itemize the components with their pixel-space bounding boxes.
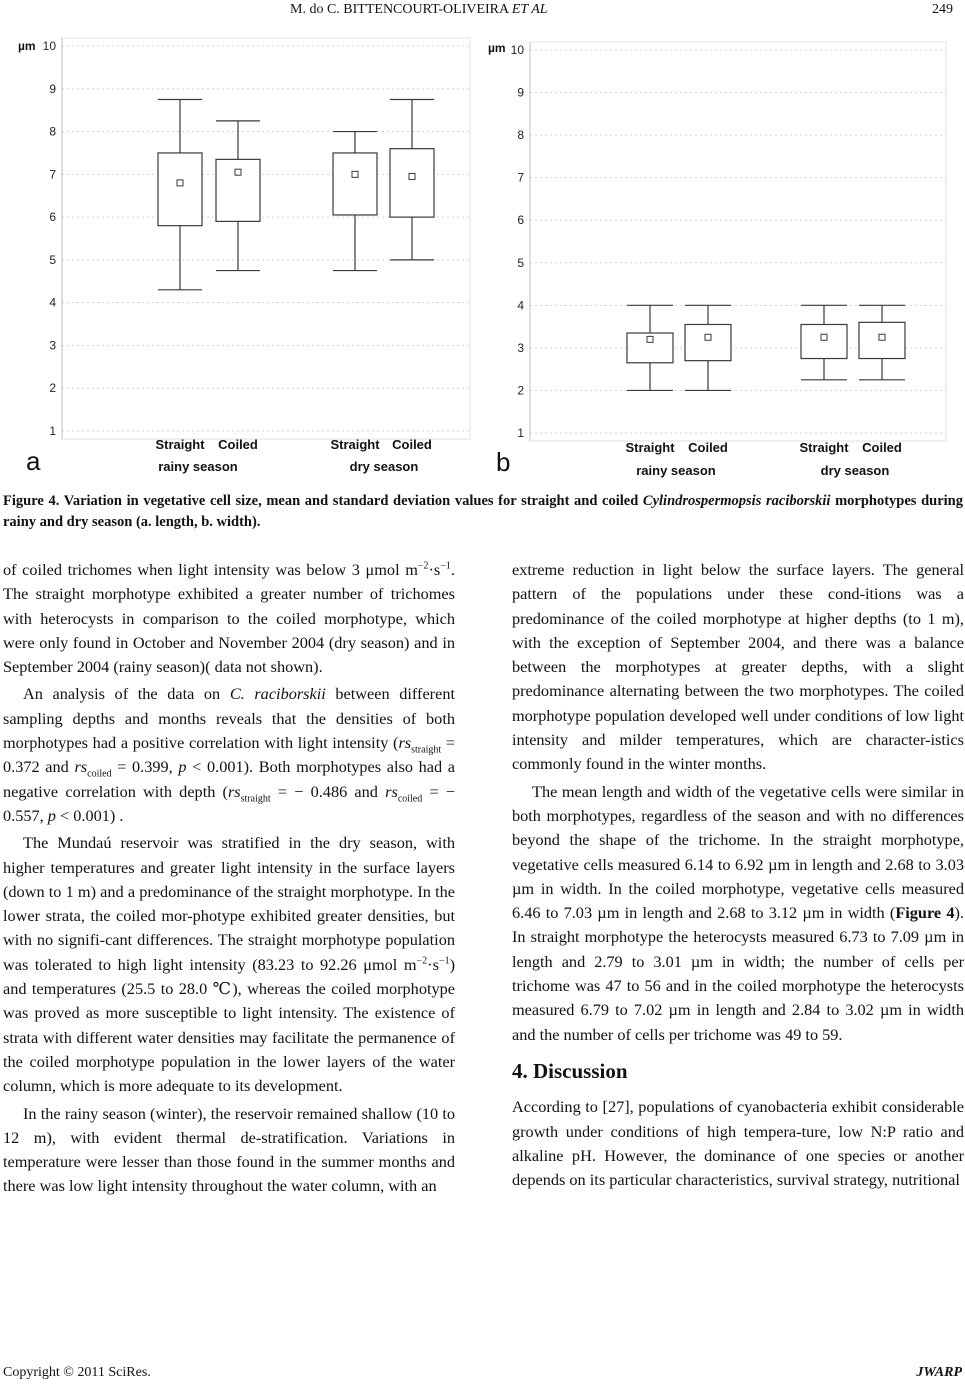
y-tick-label: 6 [49, 210, 56, 225]
page-footer [3, 1365, 962, 1381]
group-label: dry season [820, 463, 890, 478]
y-tick-label: 2 [517, 383, 524, 398]
mean-marker [235, 169, 241, 175]
left-column [3, 558, 455, 1202]
category-label: Straight [625, 440, 675, 455]
figure-caption: Figure 4. Variation in vegetative cell size, mean and standard deviation values for straight and coiled Cylindrospermopsis raciborskii morphotypes during rainy and dry season (a. length, b. width). [3, 493, 963, 530]
y-tick-label: 10 [42, 39, 56, 53]
category-label: Coiled [218, 437, 258, 452]
y-tick-label: 7 [517, 170, 524, 185]
paragraph: extreme reduction in light below the surface layers. The general pattern of the populations under these cond-itions was a predominance of the coiled morphotype at higher depths (to 1 m), with the exception of September 2004, and there was a balance between the morphotypes at greater depths, with a slight predominance alternating between the two morphotypes. The coiled morphotype population developed well under conditions of low light intensity and milder temperatures, which are character-istics commonly found in the winter months. [512, 560, 964, 774]
panel-label: b [496, 447, 511, 477]
right-column [512, 558, 964, 1195]
box-body [801, 324, 847, 358]
y-tick-label: 3 [49, 338, 56, 353]
box-body [685, 324, 731, 360]
mean-marker [879, 334, 885, 340]
plot-area [530, 42, 946, 441]
y-tick-label: 5 [49, 252, 56, 267]
y-tick-label: 8 [49, 124, 56, 139]
y-tick-label: 9 [49, 81, 56, 96]
y-tick-label: 1 [49, 424, 56, 438]
y-tick-label: 8 [517, 128, 524, 143]
category-label: Coiled [392, 437, 432, 452]
panel-label: a [26, 446, 41, 476]
y-tick-label: 5 [517, 255, 524, 270]
paragraph: An analysis of the data on C. raciborskii between different sampling depths and months reveals that the densities of both morphotypes had a positive correlation with light intensity ($rs_{straight} = 0.372$ and $rs_{coiled} = 0.399$, p < 0.001). Both morphotypes also had a negative correlation with depth ($rs_{straight}$ = − 0.486 and $rs_{coiled}$ = − 0.557, p < 0.001) . [3, 684, 455, 825]
category-label: Coiled [862, 440, 902, 455]
page-header [0, 0, 965, 22]
y-tick-label: 2 [49, 381, 56, 396]
y-tick-label: 10 [510, 43, 524, 57]
y-tick-label: 4 [517, 298, 524, 313]
figure-4 [0, 34, 965, 484]
box-body [333, 153, 377, 215]
boxplot-width [488, 34, 963, 484]
y-tick-label: 3 [517, 340, 524, 355]
y-tick-label: 9 [517, 85, 524, 100]
box-body [216, 159, 260, 221]
paragraph: In the rainy season (winter), the reservoir remained shallow (10 to 12 m), with evident thermal de-stratification. Variations in temperature were lesser than those found in the summer months and there was low light intensity throughout the water column, with an [3, 1103, 455, 1196]
journal-name: JWARP [916, 1365, 962, 1380]
mean-marker [409, 173, 415, 179]
y-tick-label: 7 [49, 167, 56, 182]
paragraph: According to [27], populations of cyanobacteria exhibit considerable growth under conditions of high tempera-ture, low N:P ratio and alkaline pH. However, the dominance of one species or another depends on its particular characteristics, survival strategy, nutritional [512, 1097, 964, 1190]
category-label: Straight [155, 437, 205, 452]
y-tick-label: 6 [517, 213, 524, 228]
group-label: dry season [349, 459, 419, 474]
category-label: Coiled [688, 440, 728, 455]
paragraph: The Mundaú reservoir was stratified in the dry season, with higher temperatures and greater light intensity in the surface layers (down to 1 m) and a predominance of the straight morphotype. In the lower strata, the coiled mor-photype exhibited greater densities, but with no signifi-cant differences. The straight morphotype population was tolerated to high light intensity (83.23 to 92.26 μmol $m^{-2}\cdot s^{-1}$) and temperatures (25.5 to 28.0 ℃), whereas the coiled morphotype was proved as more susceptible to light intensity. The existence of strata with different water densities may facilitate the permanence of the coiled morphotype population in the lower layers of the water column, which is more adequate to its development. [3, 833, 455, 1096]
mean-marker [647, 336, 653, 342]
unit-label: µm [18, 39, 36, 53]
mean-marker [705, 334, 711, 340]
running-title: M. do C. BITTENCOURT-OLIVEIRA ET AL [290, 2, 548, 17]
paragraph: The mean length and width of the vegetative cells were similar in both morphotypes, regardless of the season and with no differences beyond the shape of the trichome. In the straight morphotype, vegetative cells measured 6.14 to 6.92 µm in length and 2.68 to 3.03 µm in width. In the coiled morphotype, vegetative cells measured 6.46 to 7.03 µm in length and 2.68 to 3.12 µm in width (Figure 4). In straight morphotype the heterocysts measured 6.73 to 7.09 µm in length and 2.79 to 3.01 µm in width; the number of cells per trichome was 47 to 56 and in the coiled morphotype the heterocysts measured 6.79 to 7.02 µm in length and 2.84 to 3.02 µm in width and the number of cells per trichome was 49 to 59. [512, 781, 964, 1044]
mean-marker [177, 180, 183, 186]
mean-marker [352, 171, 358, 177]
group-label: rainy season [636, 463, 716, 478]
page-number: 249 [932, 2, 953, 17]
box-body [158, 153, 202, 226]
y-tick-label: 1 [517, 426, 524, 440]
category-label: Straight [330, 437, 380, 452]
mean-marker [821, 334, 827, 340]
box-body [390, 149, 434, 217]
y-tick-label: 4 [49, 295, 56, 310]
boxplot-length [0, 34, 480, 484]
unit-label: µm [488, 41, 506, 55]
plot-area [62, 38, 470, 439]
category-label: Straight [799, 440, 849, 455]
copyright: Copyright © 2011 SciRes. [3, 1365, 151, 1380]
paragraph: of coiled trichomes when light intensity was below 3 μmol $m^{-2}\cdot s^{-1}$. The straight morphotype exhibited a greater number of trichomes with heterocysts in comparison to the coiled morphotype, which were only found in October and November 2004 (dry season) and in September 2004 (rainy season)( data not shown). [3, 560, 455, 677]
group-label: rainy season [158, 459, 238, 474]
section-heading: 4. Discussion [512, 1058, 628, 1083]
